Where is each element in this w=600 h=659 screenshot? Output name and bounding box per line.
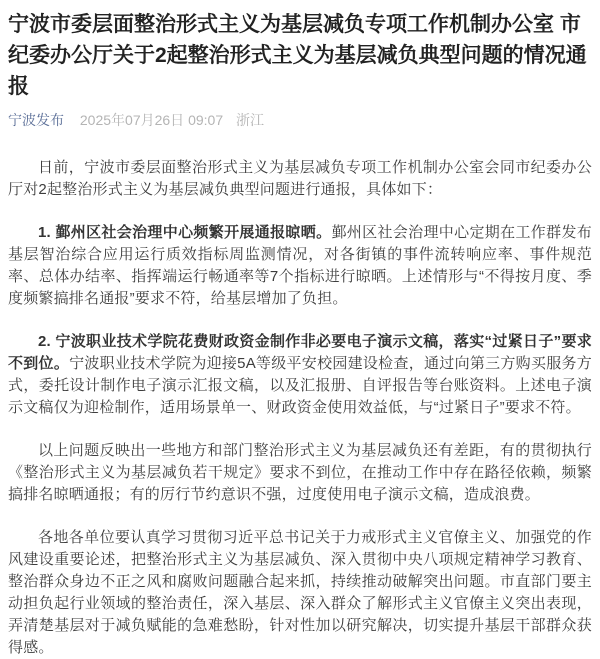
paragraph-case-1-heading: 1. 鄞州区社会治理中心频繁开展通报晾晒。: [38, 224, 332, 241]
paragraph-analysis: [8, 440, 592, 506]
byline: [8, 110, 592, 130]
paragraph-requirements: [8, 527, 592, 659]
paragraph-requirements-text: 各地各单位要认真学习贯彻习近平总书记关于力戒形式主义官僚主义、加强党的作风建设重要论述，把整治形式主义为基层减负、深入贯彻中央八项规定精神学习教育、整治群众身边不正之风和腐败问题融合起来抓，持续推动破解突出问题。市直部门要主动担负起行业领域的整治责任，深入基层、深入群众了解形式主义官僚主义突出表现，弄清楚基层对于减负赋能的急难愁盼，针对性加以研究解决，切实提升基层干部群众获得感。: [8, 529, 592, 656]
paragraph-case-2-text: 宁波职业技术学院为迎接5A等级平安校园建设检查，通过向第三方购买服务方式，委托设计制作电子演示汇报文稿，以及汇报册、自评报告等台账资料。上述电子演示文稿仅为迎检制作，适用场景单一、财政资金使用效益低，与“过紧日子”要求不符。: [8, 355, 592, 416]
article-title: 宁波市委层面整治形式主义为基层减负专项工作机制办公室 市纪委办公厅关于2起整治形式主义为基层减负典型问题的情况通报: [8, 13, 587, 98]
paragraph-intro-text: 日前，宁波市委层面整治形式主义为基层减负专项工作机制办公室会同市纪委办公厅对2起整治形式主义为基层减负典型问题进行通报，具体如下：: [8, 159, 592, 198]
account-name-link[interactable]: 宁波发布: [8, 112, 64, 128]
paragraph-case-1: [8, 222, 592, 310]
paragraph-case-1-text: 鄞州区社会治理中心定期在工作群发布基层智治综合应用运行质效指标周监测情况，对各街镇的事件流转响应率、事件规范率、总体办结率、指挥端运行畅通率等7个指标进行晾晒。上述情形与“不得按月度、季度频繁搞排名通报”要求不符，给基层增加了负担。: [8, 224, 592, 307]
article-body: [8, 157, 592, 659]
publish-datetime: 2025年07月26日 09:07: [79, 112, 224, 128]
paragraph-case-2: [8, 331, 592, 419]
publish-location: 浙江: [236, 112, 264, 128]
paragraph-analysis-text: 以上问题反映出一些地方和部门整治形式主义为基层减负还有差距，有的贯彻执行《整治形式主义为基层减负若干规定》要求不到位，在推动工作中存在路径依赖，频繁搞排名晾晒通报；有的厉行节约意识不强，过度使用电子演示文稿，造成浪费。: [8, 442, 592, 503]
paragraph-intro: [8, 157, 592, 201]
paragraph-case-2-heading: 2. 宁波职业技术学院花费财政资金制作非必要电子演示文稿，落实“过紧日子”要求不到位。: [8, 333, 592, 372]
